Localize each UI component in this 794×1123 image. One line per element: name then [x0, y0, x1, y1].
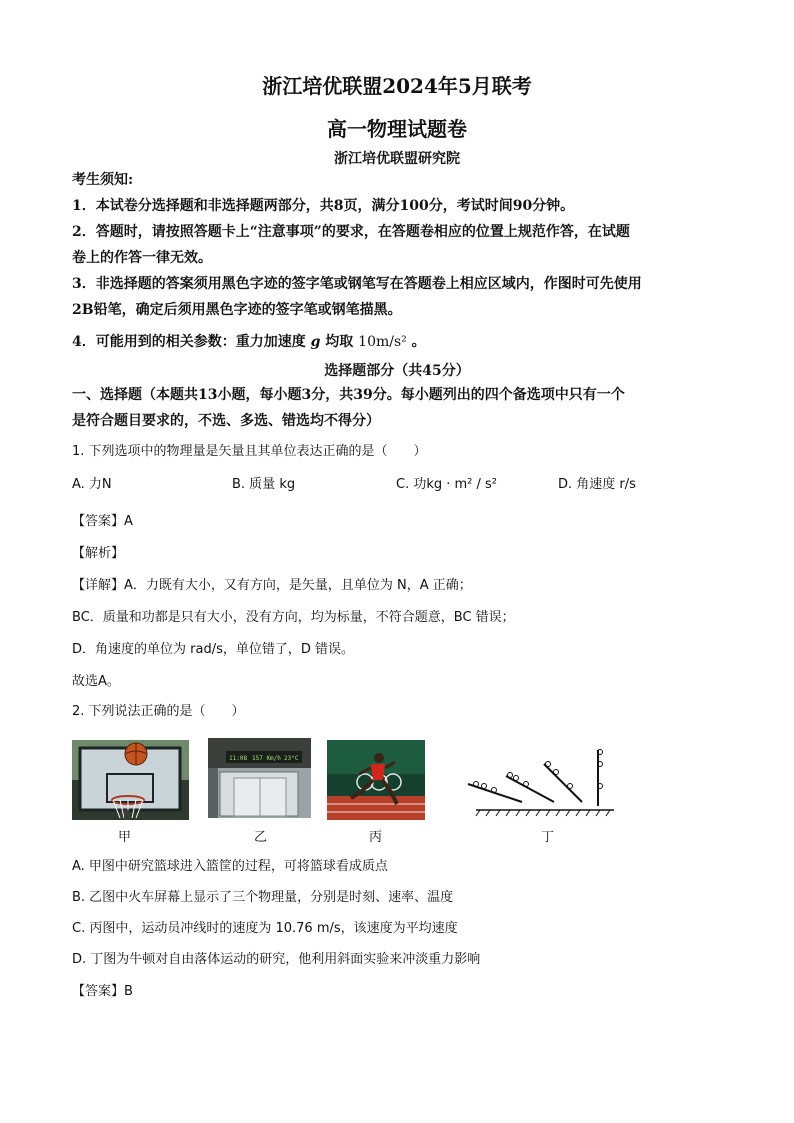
- q1-stem: 1. 下列选项中的物理量是矢量且其单位表达正确的是（ ）: [72, 444, 427, 459]
- q2-option-c: C. 丙图中，运动员冲线时的速度为 10.76 m/s，该速度为平均速度: [72, 921, 458, 936]
- notice-item-4-mid: 均取: [320, 334, 359, 350]
- q1-conclusion: 故选A。: [72, 674, 120, 689]
- section-intro-line-1: 一、选择题（本题共13小题，每小题3分，共39分。每小题列出的四个备选项中只有一个: [72, 387, 625, 403]
- notice-item-4-prefix: 4．可能用到的相关参数：重力加速度: [72, 334, 311, 350]
- section-title: 选择题部分（共45分）: [324, 363, 470, 379]
- notice-item-2-line-2: 卷上的作答一律无效。: [72, 250, 212, 266]
- notice-item-1: 1．本试卷分选择题和非选择题两部分，共8页，满分100分，考试时间90分钟。: [72, 198, 575, 214]
- inclined-plane-figure: [466, 746, 616, 818]
- q1-option-b: B. 质量 kg: [232, 477, 296, 492]
- notice-item-4: [72, 329, 724, 355]
- notice-section: [72, 167, 724, 355]
- figure-caption-ding: 丁: [541, 830, 555, 845]
- sprinter-figure: [327, 740, 425, 820]
- q1-answer: 【答案】A: [72, 514, 133, 529]
- q1-option-d: D. 角速度 r/s: [558, 477, 636, 492]
- train-screen-figure: [208, 738, 311, 818]
- q1-detail-1: 【详解】A．力既有大小，又有方向，是矢量，且单位为 N，A 正确；: [72, 578, 472, 593]
- train-screen-time: 11:08: [229, 755, 248, 762]
- q1-analysis: 【解析】: [72, 546, 125, 561]
- q2-stem: 2. 下列说法正确的是（ ）: [72, 704, 245, 719]
- exam-title: 浙江培优联盟2024年5月联考: [262, 74, 532, 98]
- q2-option-d: D. 丁图为牛顿对自由落体运动的研究，他利用斜面实验来冲淡重力影响: [72, 952, 481, 967]
- train-screen-speed: 157 Km/h: [252, 755, 281, 762]
- q1-detail-2: BC．质量和功都是只有大小，没有方向，均为标量，不符合题意，BC 错误；: [72, 610, 515, 625]
- basketball-hoop-figure: [72, 740, 189, 820]
- figure-caption-jia: 甲: [118, 830, 132, 845]
- q2-option-a: A. 甲图中研究篮球进入篮筐的过程，可将篮球看成质点: [72, 859, 388, 874]
- section-intro-line-2: 是符合题目要求的，不选、多选、错选均不得分）: [72, 413, 380, 429]
- gravity-symbol: g: [310, 334, 321, 350]
- notice-item-4-suffix: 。: [406, 334, 426, 350]
- q2-option-b: B. 乙图中火车屏幕上显示了三个物理量，分别是时刻、速率、温度: [72, 890, 454, 905]
- exam-author: 浙江培优联盟研究院: [334, 151, 460, 167]
- section-intro: [72, 382, 724, 434]
- notice-item-2-line-1: 2．答题时，请按照答题卡上“注意事项”的要求，在答题卷相应的位置上规范作答，在试题: [72, 224, 630, 240]
- q1-option-c: C. 功kg · m² / s²: [396, 477, 498, 492]
- figure-caption-bing: 丙: [369, 830, 383, 845]
- q2-answer: 【答案】B: [72, 984, 133, 999]
- train-screen-temp: 23°C: [284, 755, 299, 762]
- notice-item-3-line-2: 2B铅笔，确定后须用黑色字迹的签字笔或钢笔描黑。: [72, 302, 402, 318]
- notice-item-3-line-1: 3．非选择题的答案须用黑色字迹的签字笔或钢笔写在答题卷上相应区域内，作图时可先使用: [72, 276, 642, 292]
- notice-heading: 考生须知:: [72, 172, 134, 188]
- gravity-value: 10m/s²: [358, 334, 407, 350]
- q1-detail-3: D．角速度的单位为 rad/s，单位错了，D 错误。: [72, 642, 355, 657]
- q1-option-a: A. 力N: [72, 477, 112, 492]
- exam-subtitle: 高一物理试题卷: [327, 117, 467, 141]
- q1-options: [72, 473, 724, 497]
- figure-caption-yi: 乙: [254, 830, 268, 845]
